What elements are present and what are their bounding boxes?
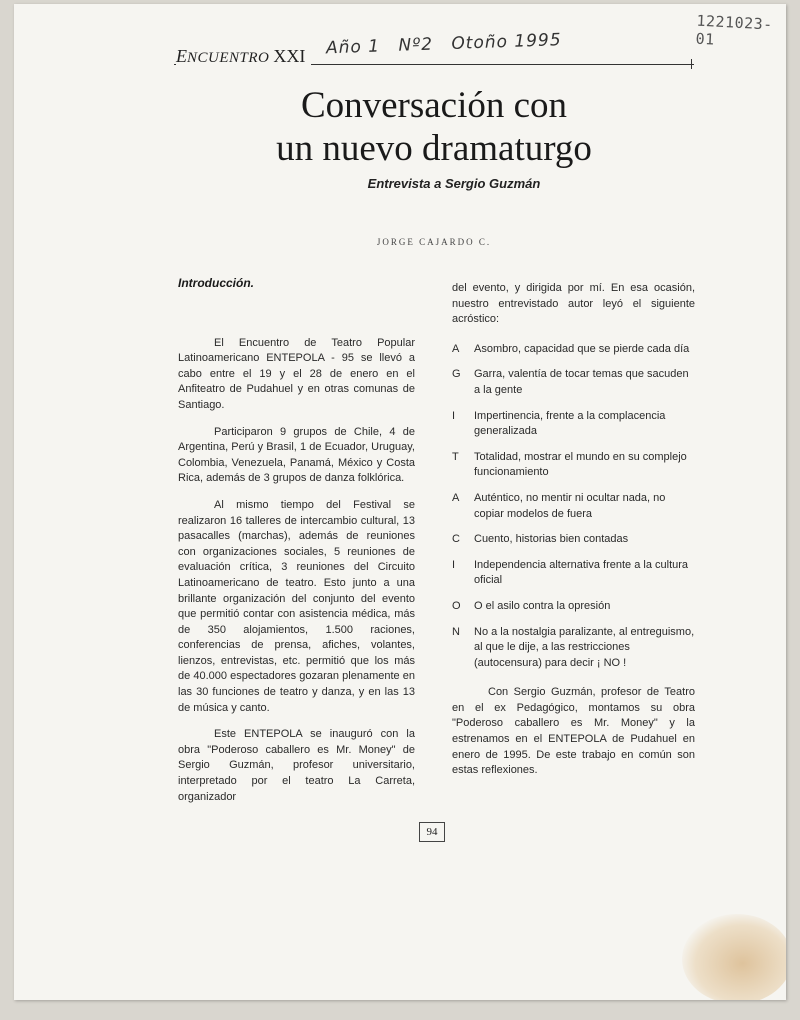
acrostic-text: Asombro, capacidad que se pierde cada día: [474, 342, 690, 355]
acrostic-item: [452, 409, 695, 440]
acrostic-item: [452, 491, 695, 522]
paragraph: Este ENTEPOLA se inauguró con la obra "Poderoso caballero es Mr. Money" de Sergio Guzmán, profesor universitario, interpretado por el teatro La Carreta, organizador: [178, 728, 415, 803]
paragraph: El Encuentro de Teatro Popular Latinoamericano ENTEPOLA - 95 se llevó a cabo entre el 19 y el 28 de enero en el Anfiteatro de Pudahuel y en otras comunas de Santiago.: [178, 336, 415, 411]
paragraph: Participaron 9 grupos de Chile, 4 de Argentina, Perú y Brasil, 1 de Ecuador, Uruguay, Colombia, Venezuela, Panamá, México y Costa Rica, además de 3 grupos de danza folklórica.: [178, 425, 415, 485]
left-column: [178, 276, 415, 805]
acrostic-item: [452, 599, 695, 615]
acrostic-text: Cuento, historias bien contadas: [474, 533, 629, 546]
acrostic-text: Impertinencia, frente a la complacencia generalizada: [474, 409, 666, 438]
article-subtitle: Entrevista a Sergio Guzmán: [367, 176, 541, 191]
section-heading: Introducción.: [178, 276, 254, 290]
acrostic-letter: A: [452, 491, 460, 504]
acrostic-letter: A: [452, 342, 460, 355]
acrostic-item: [452, 558, 695, 589]
acrostic-letter: I: [452, 409, 456, 422]
acrostic-item: [452, 532, 695, 548]
acrostic-list: [452, 342, 695, 672]
acrostic-text: Independencia alternativa frente a la cultura oficial: [474, 558, 689, 587]
acrostic-item: [452, 450, 695, 481]
archive-code: 1221023-01: [695, 11, 774, 49]
acrostic-text: Totalidad, mostrar el mundo en su complejo funcionamiento: [474, 450, 687, 479]
acrostic-text: Garra, valentía de tocar temas que sacuden a la gente: [474, 368, 689, 396]
acrostic-letter: N: [452, 625, 460, 638]
right-column: [452, 281, 695, 779]
journal-name: ENCUENTRO XXI: [176, 46, 311, 67]
acrostic-text: No a la nostalgia paralizante, al entreguismo, al que le dije, a las restricciones (autocensura) para decir ¡ NO !: [474, 625, 695, 669]
handwritten-number: Nº2: [398, 34, 434, 56]
handwritten-season: Otoño 1995: [451, 30, 562, 54]
paper-stain: [682, 914, 786, 1000]
acrostic-item: [452, 625, 695, 672]
acrostic-letter: T: [452, 450, 459, 463]
acrostic-text: Auténtico, no mentir ni ocultar nada, no copiar modelos de fuera: [474, 491, 666, 520]
acrostic-letter: C: [452, 533, 460, 546]
handwritten-annotation: [326, 30, 574, 59]
paragraph: Al mismo tiempo del Festival se realizaron 16 talleres de intercambio cultural, 13 pasacalles (marchas), además de reuniones con organizaciones sociales, 5 reuniones de evaluación crítica, 3 reuniones del Circuito Latinoamericano de teatro. Esto junto a una brillante organización del conjunto del evento que permitió contar con asistencia médica, más de 350 alojamientos, 1.500 raciones, conferencias de prensa, afiches, volantes, lienzos, entrevistas, etc. permitió que los más de 40.000 espectadores gozaran plenamente en las 30 funciones de teatro y danza, y en las 13 de música y canto.: [178, 498, 415, 714]
acrostic-text: O el asilo contra la opresión: [474, 599, 611, 612]
page-number: 94: [419, 822, 445, 842]
acrostic-letter: G: [452, 368, 461, 381]
header-rule-end: [691, 59, 692, 69]
acrostic-letter: I: [452, 558, 456, 571]
article-title: [14, 84, 786, 170]
title-line-1: Conversación con: [300, 85, 568, 126]
handwritten-year: Año 1: [325, 36, 381, 59]
document-page: [14, 4, 786, 1000]
intro-text: del evento, y dirigida por mí. En esa ocasión, nuestro entrevistado autor leyó el siguiente acróstico:: [452, 282, 695, 326]
acrostic-item: [452, 342, 695, 358]
title-line-2: un nuevo dramaturgo: [276, 128, 592, 169]
article-author: JORGE CAJARDO C.: [376, 237, 492, 247]
acrostic-item: [452, 367, 695, 398]
closing-paragraph: Con Sergio Guzmán, profesor de Teatro en el ex Pedagógico, montamos su obra "Poderoso caballero es Mr. Money" y la estrenamos en el ENTEPOLA de Pudahuel en enero de 1995. De este trabajo en común son estas reflexiones.: [452, 686, 695, 777]
acrostic-letter: O: [452, 599, 461, 612]
